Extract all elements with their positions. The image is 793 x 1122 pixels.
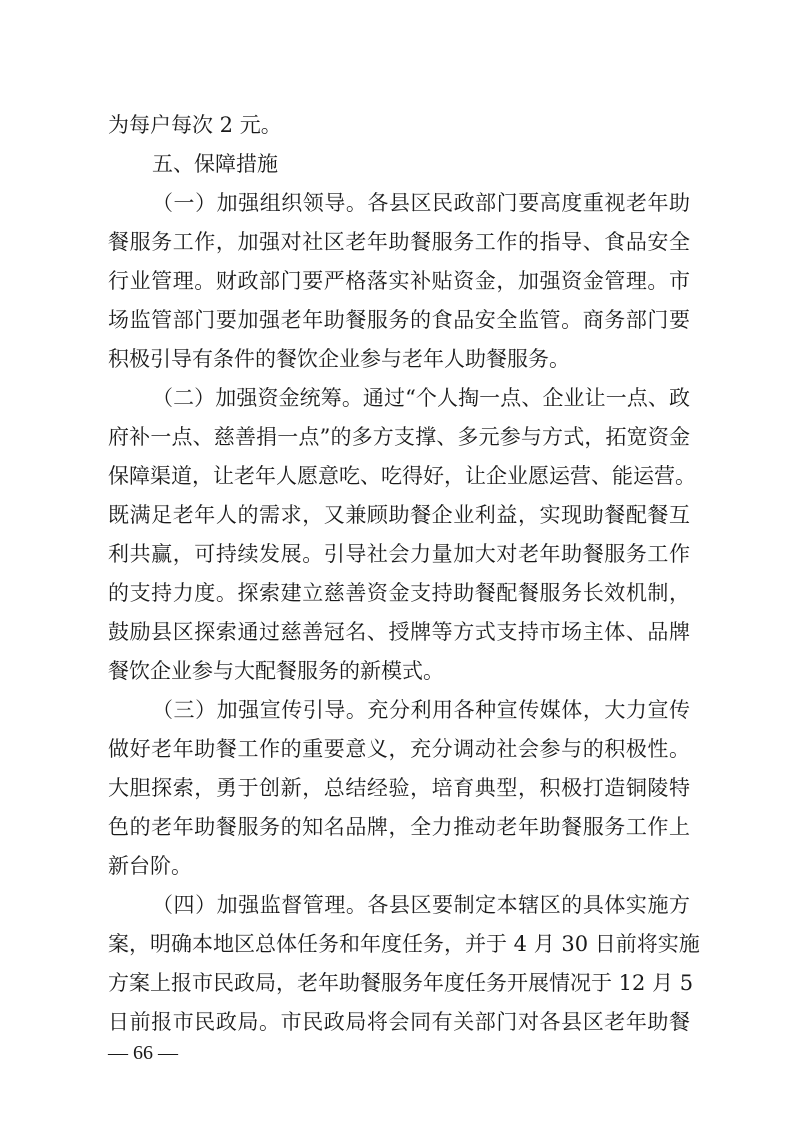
- text-line: 为每户每次 2 元。: [108, 113, 282, 137]
- text-line: （三）加强宣传引导。充分利用各种宣传媒体，大力宣传: [152, 698, 690, 722]
- text-line: 餐服务工作，加强对社区老年助餐服务工作的指导、食品安全: [108, 230, 690, 254]
- text-line: 鼓励县区探索通过慈善冠名、授牌等方式支持市场主体、品牌: [108, 620, 690, 644]
- text-line: 新台阶。: [108, 854, 192, 878]
- text-line: 行业管理。财政部门要严格落实补贴资金，加强资金管理。市: [108, 269, 690, 293]
- section-heading: [108, 145, 690, 184]
- text-line: 色的老年助餐服务的知名品牌，全力推动老年助餐服务工作上: [108, 815, 690, 839]
- text-line: 的支持力度。探索建立慈善资金支持助餐配餐服务长效机制，: [108, 581, 690, 605]
- paragraph: [108, 379, 696, 691]
- page-number: — 66 —: [108, 1042, 178, 1064]
- text-line: 大胆探索，勇于创新，总结经验，培育典型，积极打造铜陵特: [108, 776, 690, 800]
- text-line: （二）加强资金统筹。通过“个人掏一点、企业让一点、政: [152, 386, 690, 410]
- paragraph: [108, 184, 690, 379]
- text-line: 府补一点、慈善捐一点”的多方支撑、多元参与方式，拓宽资金: [108, 425, 690, 449]
- paragraph: [108, 886, 700, 1042]
- paragraph: [108, 691, 690, 886]
- text-line: 既满足老年人的需求，又兼顾助餐企业利益，实现助餐配餐互: [108, 503, 690, 527]
- text-line: 保障渠道，让老年人愿意吃、吃得好，让企业愿运营、能运营。: [108, 464, 696, 488]
- text-line: 餐饮企业参与大配餐服务的新模式。: [108, 659, 444, 683]
- text-line: 方案上报市民政局，老年助餐服务年度任务开展情况于 12 月 5: [108, 971, 694, 995]
- document-body: [108, 106, 700, 1042]
- text-line: 日前报市民政局。市民政局将会同有关部门对各县区老年助餐: [108, 1010, 690, 1034]
- text-line: 利共赢，可持续发展。引导社会力量加大对老年助餐服务工作: [108, 542, 690, 566]
- text-line: （一）加强组织领导。各县区民政部门要高度重视老年助: [152, 191, 690, 215]
- text-line: 案，明确本地区总体任务和年度任务，并于 4 月 30 日前将实施: [108, 932, 700, 956]
- paragraph: [108, 106, 690, 145]
- text-line: 五、保障措施: [152, 152, 278, 176]
- text-line: 场监管部门要加强老年助餐服务的食品安全监管。商务部门要: [108, 308, 690, 332]
- text-line: 做好老年助餐工作的重要意义，充分调动社会参与的积极性。: [108, 737, 690, 761]
- text-line: （四）加强监督管理。各县区要制定本辖区的具体实施方: [152, 893, 690, 917]
- text-line: 积极引导有条件的餐饮企业参与老年人助餐服务。: [108, 347, 570, 371]
